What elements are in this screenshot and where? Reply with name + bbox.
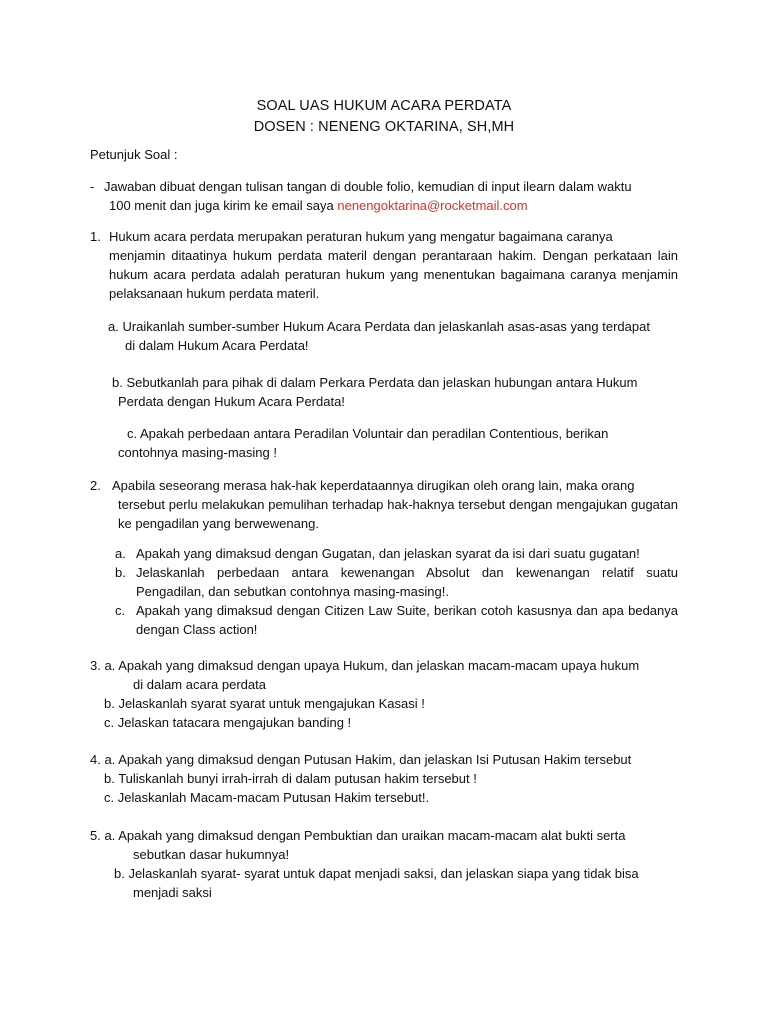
instruction-text-2 xyxy=(109,196,678,215)
exam-title: SOAL UAS HUKUM ACARA PERDATA xyxy=(256,98,512,114)
q1-c-line1: c. Apakah perbedaan antara Peradilan Voluntair dan peradilan Contentious, berikan xyxy=(127,426,609,441)
q5-line1: 5. a. Apakah yang dimaksud dengan Pembuktian dan uraikan macam-macam alat bukti serta xyxy=(90,828,626,843)
q2-stem-line1: Apabila seseorang merasa hak-hak keperdataannya dirugikan oleh orang lain, maka orang xyxy=(112,478,635,493)
q1-number: 1. xyxy=(90,229,101,244)
q1-b-line1: b. Sebutkanlah para pihak di dalam Perkara Perdata dan jelaskan hubungan antara Hukum xyxy=(112,375,638,390)
instruction-text-1: Jawaban dibuat dengan tulisan tangan di double folio, kemudian di input ilearn dalam waktu xyxy=(104,179,632,194)
instruction-bullet: - xyxy=(90,179,95,194)
q1-a-line1: a. Uraikanlah sumber-sumber Hukum Acara Perdata dan jelaskanlah asas-asas yang terdapat xyxy=(108,319,650,334)
q2-b-text: Jelaskanlah perbedaan antara kewenangan Absolut dan kewenangan relatif suatu Pengadilan, dan sebutkan contohnya masing-masing!. xyxy=(136,565,678,599)
q1-a-line2: di dalam Hukum Acara Perdata! xyxy=(125,338,309,353)
q2-number: 2. xyxy=(90,478,101,493)
q1-stem-rest: menjamin ditaatinya hukum perdata materil dengan perantaraan hakim. Dengan perkataan lain hukum acara perdata adalah peraturan hukum yang menentukan bagaimana caranya menjamin pelaksanaan hukum perdata materil. xyxy=(109,248,678,301)
q1-b-line2: Perdata dengan Hukum Acara Perdata! xyxy=(118,394,345,409)
q1-stem-line1: Hukum acara perdata merupakan peraturan hukum yang mengatur bagaimana caranya xyxy=(109,229,613,244)
q5-line2: sebutkan dasar hukumnya! xyxy=(133,847,290,862)
lecturer-line: DOSEN : NENENG OKTARINA, SH,MH xyxy=(253,119,515,135)
q2-b-label: b. xyxy=(115,565,126,580)
q2-a-text: Apakah yang dimaksud dengan Gugatan, dan jelaskan syarat da isi dari suatu gugatan! xyxy=(136,546,640,561)
q2-c-label: c. xyxy=(115,603,126,618)
instruction-text-2-label: 100 menit dan juga kirim ke email saya xyxy=(109,198,334,213)
q3-line2: di dalam acara perdata xyxy=(133,677,266,692)
instructions-label: Petunjuk Soal : xyxy=(90,147,178,162)
q3-line1: 3. a. Apakah yang dimaksud dengan upaya Hukum, dan jelaskan macam-macam upaya hukum xyxy=(90,658,640,673)
q4-c: c. Jelaskanlah Macam-macam Putusan Hakim tersebut!. xyxy=(104,790,430,805)
q4-b: b. Tuliskanlah bunyi irrah-irrah di dalam putusan hakim tersebut ! xyxy=(104,771,477,786)
q2-c-text: Apakah yang dimaksud dengan Citizen Law Suite, berikan cotoh kasusnya dan apa bedanya dengan Class action! xyxy=(136,603,678,637)
q3-b: b. Jelaskanlah syarat syarat untuk mengajukan Kasasi ! xyxy=(104,696,425,711)
q4-line1: 4. a. Apakah yang dimaksud dengan Putusan Hakim, dan jelaskan Isi Putusan Hakim tersebut xyxy=(90,752,632,767)
q3-c: c. Jelaskan tatacara mengajukan banding ! xyxy=(104,715,352,730)
q1-c-line2: contohnya masing-masing ! xyxy=(118,445,277,460)
email-link[interactable]: nenengoktarina@rocketmail.com xyxy=(337,198,528,213)
q2-a-label: a. xyxy=(115,546,126,561)
q5-b-line1: b. Jelaskanlah syarat- syarat untuk dapat menjadi saksi, dan jelaskan siapa yang tidak bisa xyxy=(114,866,639,881)
q2-stem-rest: tersebut perlu melakukan pemulihan terhadap hak-haknya tersebut dengan mengajukan gugatan ke pengadilan yang berwewenang. xyxy=(118,497,678,531)
q5-b-line2: menjadi saksi xyxy=(133,885,212,900)
